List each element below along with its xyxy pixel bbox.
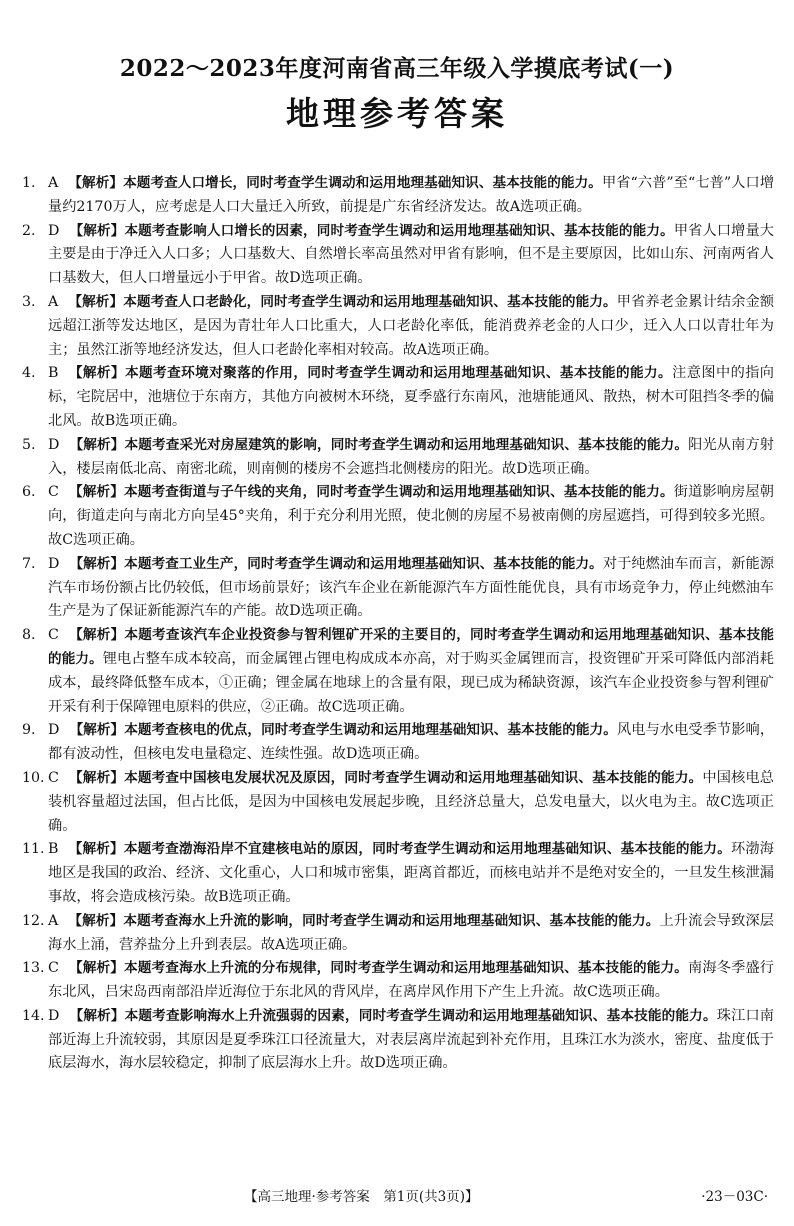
answer-item <box>22 434 774 482</box>
paper-code: ·23－03C· <box>701 1189 768 1205</box>
answer-item <box>22 172 774 220</box>
question-number: 13. <box>22 960 45 977</box>
analysis-tag: 【解析】 <box>68 769 125 786</box>
question-number: 1. <box>22 175 36 191</box>
answer-choice: A <box>48 175 59 191</box>
analysis-body: 中国核电总装机容量超过法国，但占比低，是因为中国核电发展起步晚，且经济总量大，总发电量大，以火电为主。故C选项正确。 <box>48 769 774 834</box>
analysis-tag: 【解析】 <box>68 365 125 382</box>
answer-choice: C <box>48 627 59 644</box>
analysis-lead: 本题考查渤海沿岸不宜建核电站的原因，同时考查学生调动和运用地理基础知识、基本技能的能力。 <box>123 841 732 858</box>
question-number: 9. <box>22 722 36 739</box>
question-number: 7. <box>22 555 36 572</box>
answer-item <box>22 362 774 433</box>
question-number: 4. <box>22 365 36 382</box>
analysis-body: 环渤海地区是我国的政治、经济、文化重心，人口和城市密集，距离首都近，而核电站并不是绝对安全的，一旦发生核泄漏事故，将会造成核污染。故B选项正确。 <box>48 841 774 905</box>
analysis-lead: 本题考查影响人口增长的因素，同时考查学生调动和运用地理基础知识、基本技能的能力。 <box>124 222 674 239</box>
analysis-lead: 本题考查核电的优点，同时考查学生调动和运用地理基础知识、基本技能的能力。 <box>124 722 617 739</box>
analysis-tag: 【解析】 <box>69 436 125 453</box>
answer-choice: C <box>48 960 59 977</box>
page-header <box>0 54 794 136</box>
analysis-tag: 【解析】 <box>68 175 124 191</box>
analysis-lead: 本题考查工业生产，同时考查学生调动和运用地理基础知识、基本技能的能力。 <box>124 555 603 572</box>
answer-choice: D <box>48 222 60 239</box>
analysis-lead: 本题考查人口老龄化，同时考查学生调动和运用地理基础知识、基本技能的能力。 <box>123 293 617 310</box>
analysis-tag: 【解析】 <box>68 912 124 929</box>
answer-item <box>22 719 774 767</box>
answer-choice: D <box>48 555 60 572</box>
analysis-body: 街道影响房屋朝向，街道走向与南北方向呈45°夹角，利于充分利用光照，使北侧的房屋不易被南侧的房屋遮挡，可得到较多光照。故C选项正确。 <box>48 484 774 548</box>
analysis-body: 锂电占整车成本较高，而金属锂占锂电构成成本亦高，对于购买金属锂而言，投资锂矿开采可降低内部消耗成本，最终降低整车成本，①正确；锂金属在地球上的含量有限，现已成为稀缺资源，该汽车企业投资参与智利锂矿开采有利于保障锂电原料的供应，②正确。故C选项正确。 <box>48 650 774 715</box>
analysis-lead: 本题考查海水上升流的影响，同时考查学生调动和运用地理基础知识、基本技能的能力。 <box>123 912 660 929</box>
analysis-lead: 本题考查该汽车企业投资参与智利锂矿开采的主要目的，同时考查学生调动和运用地理基础知识、基本技能的能力。 <box>48 627 775 667</box>
analysis-tag: 【解析】 <box>68 484 124 501</box>
answer-item <box>22 910 774 958</box>
answer-item <box>22 481 774 552</box>
analysis-lead: 本题考查环境对聚落的作用，同时考查学生调动和运用地理基础知识、基本技能的能力。 <box>124 365 673 382</box>
answer-choice: D <box>48 436 60 453</box>
question-number: 14. <box>22 1007 45 1024</box>
answer-list <box>22 172 774 1076</box>
question-number: 2. <box>22 222 36 239</box>
question-number: 8. <box>22 627 36 644</box>
question-number: 11. <box>22 841 45 858</box>
question-number: 6. <box>22 484 36 501</box>
analysis-lead: 本题考查海水上升流的分布规律，同时考查学生调动和运用地理基础知识、基本技能的能力。 <box>124 960 689 977</box>
answer-item <box>22 291 774 362</box>
answer-choice: A <box>48 293 59 310</box>
answer-choice: D <box>48 722 60 739</box>
analysis-body: 甲省养老金累计结余金额远超江浙等发达地区，是因为青壮年人口比重大，人口老龄化率低，能消费养老金的人口少，迁入人口以青壮年为主；虽然江浙等地经济发达，但人口老龄化率相对较高。故A选项正确。 <box>48 293 775 358</box>
analysis-tag: 【解析】 <box>68 960 125 977</box>
analysis-body: 甲省“六普”至“七普”人口增量约2170万人，应考虑是人口大量迁入所致，前提是广东省经济发达。故A选项正确。 <box>48 175 775 215</box>
analysis-body: 上升流会导致深层海水上涌，营养盐分上升到表层。故A选项正确。 <box>48 912 774 953</box>
question-number: 3. <box>22 293 36 310</box>
answer-item <box>22 957 774 1005</box>
answer-choice: B <box>48 365 59 382</box>
analysis-lead: 本题考查影响海水上升流强弱的因素，同时考查学生调动和运用地理基础知识、基本技能的能力。 <box>124 1007 717 1024</box>
analysis-tag: 【解析】 <box>69 555 125 572</box>
analysis-tag: 【解析】 <box>68 841 124 858</box>
analysis-body: 对于纯燃油车而言，新能源汽车市场份额占比仍较低，但市场前景好；该汽车企业在新能源汽车方面性能优良，具有市场竞争力，停止纯燃油车生产是为了保证新能源汽车的产能。故D选项正确。 <box>48 555 775 620</box>
analysis-body: 甲省人口增量大主要是由于净迁入人口多；人口基数大、自然增长率高虽然对甲省有影响，但不是主要原因，比如山东、河南两省人口基数大，但人口增量远小于甲省。故D选项正确。 <box>48 222 774 287</box>
analysis-tag: 【解析】 <box>68 293 124 310</box>
analysis-body: 南海冬季盛行东北风，吕宋岛西南部沿岸近海位于东北风的背风岸，在离岸风作用下产生上升流。故C选项正确。 <box>48 960 774 1001</box>
page-label: 【高三地理·参考答案 第1页(共3页)】 <box>244 1189 479 1205</box>
answer-item <box>22 220 774 291</box>
question-number: 10. <box>22 769 45 786</box>
analysis-tag: 【解析】 <box>68 627 125 644</box>
analysis-lead: 本题考查人口增长，同时考查学生调动和运用地理基础知识、基本技能的能力。 <box>123 175 602 191</box>
analysis-body: 风电与水电受季节影响，都有波动性，但核电发电量稳定、连续性强。故D选项正确。 <box>48 722 775 763</box>
analysis-tag: 【解析】 <box>69 222 125 239</box>
exam-title: 2022～2023年度河南省高三年级入学摸底考试(一) <box>119 55 675 82</box>
question-number: 12. <box>22 912 45 929</box>
answer-choice: D <box>48 1007 60 1024</box>
analysis-lead: 本题考查中国核电发展状况及原因，同时考查学生调动和运用地理基础知识、基本技能的能力。 <box>124 769 703 786</box>
analysis-lead: 本题考查街道与子午线的夹角，同时考查学生调动和运用地理基础知识、基本技能的能力。 <box>124 484 674 501</box>
analysis-body: 阳光从南方射入，楼层南低北高、南密北疏，则南侧的楼房不会遮挡北侧楼房的阳光。故D选项正确。 <box>48 436 774 477</box>
answer-choice: B <box>48 841 59 858</box>
analysis-lead: 本题考查采光对房屋建筑的影响，同时考查学生调动和运用地理基础知识、基本技能的能力。 <box>124 436 689 453</box>
analysis-tag: 【解析】 <box>69 722 125 739</box>
subject-title: 地理参考答案 <box>286 94 508 133</box>
answer-choice: C <box>48 484 59 501</box>
answer-choice: A <box>48 912 59 929</box>
answer-item <box>22 624 774 719</box>
analysis-tag: 【解析】 <box>69 1007 125 1024</box>
answer-item <box>22 1005 774 1076</box>
answer-choice: C <box>48 769 59 786</box>
answer-item <box>22 553 774 624</box>
answer-item <box>22 767 774 838</box>
question-number: 5. <box>22 436 36 453</box>
analysis-body: 珠江口南部近海上升流较弱，其原因是夏季珠江口径流量大，对表层离岸流起到补充作用，且珠江水为淡水，密度、盐度低于底层海水，海水层较稳定，抑制了底层海水上升。故D选项正确。 <box>48 1007 774 1072</box>
analysis-body: 注意图中的指向标，宅院居中，池塘位于东南方，其他方向被树木环绕，夏季盛行东南风，池塘能通风、散热，树木可阻挡冬季的偏北风。故B选项正确。 <box>48 365 774 429</box>
answer-item <box>22 838 774 909</box>
